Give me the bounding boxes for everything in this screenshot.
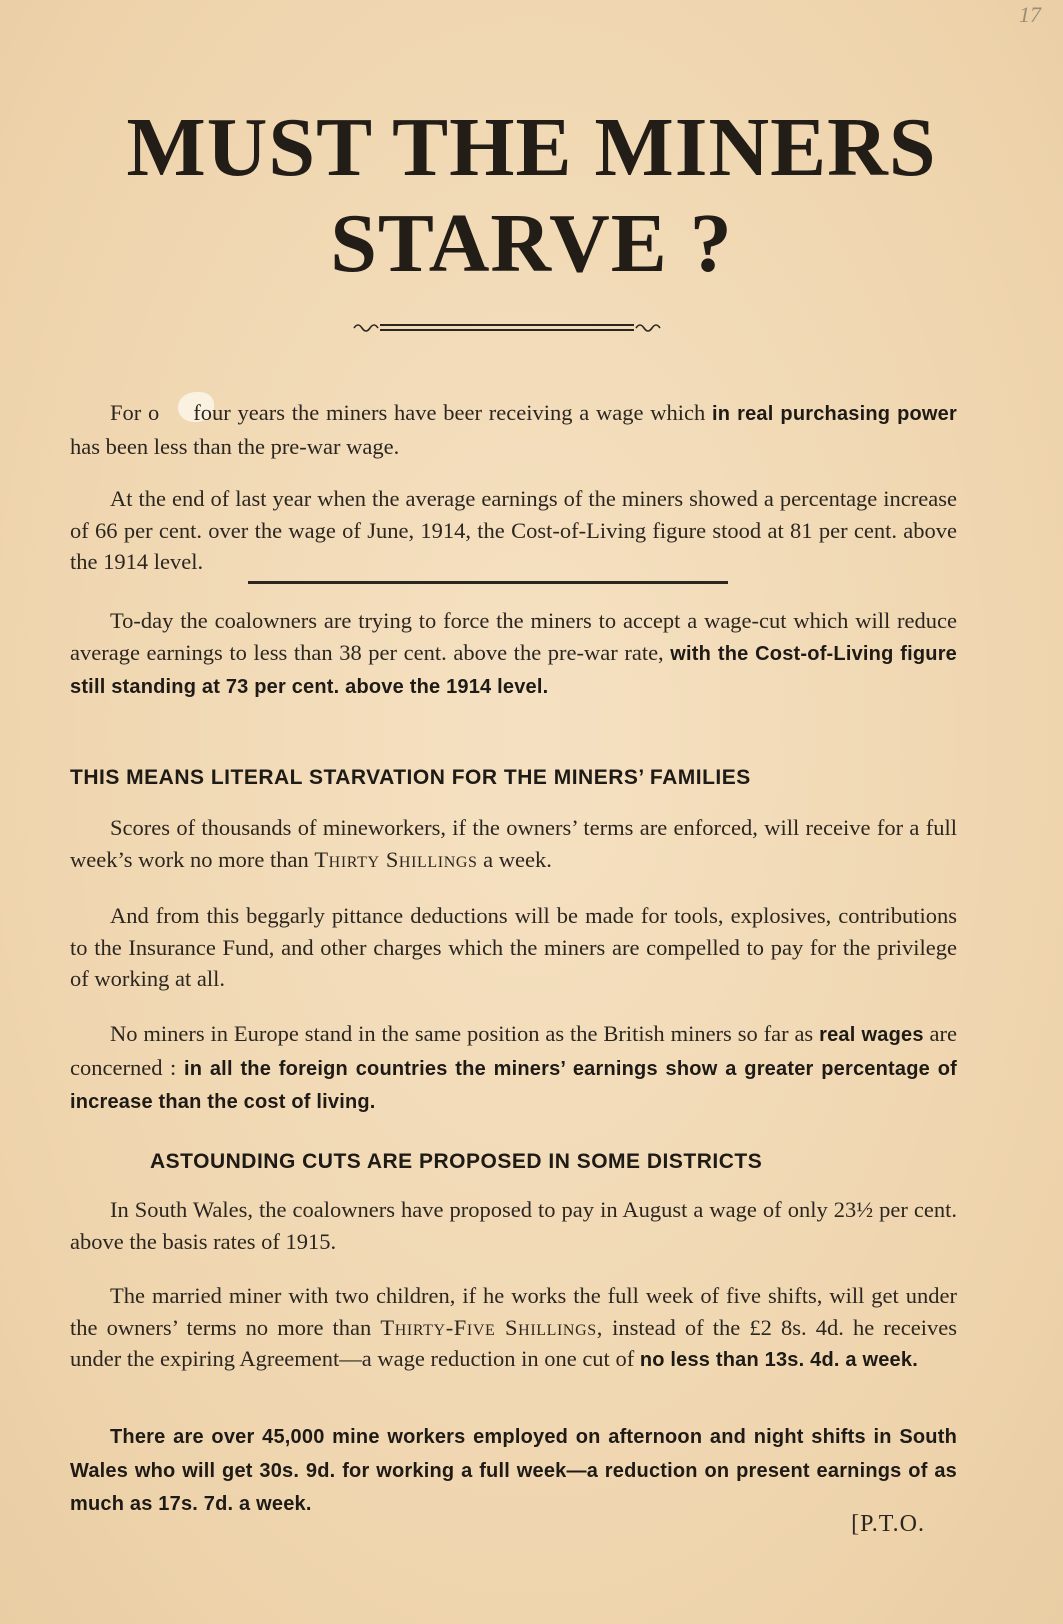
p1-text-b: four years the miners have beer receiving a wage which xyxy=(193,400,706,425)
p4-text-c: a week. xyxy=(483,846,552,872)
p4-text-a: Scores of thousands of mineworkers, if the owners’ terms are enforced, will receive for a full week’s work no more than xyxy=(70,815,957,872)
paragraph-7 xyxy=(70,1194,957,1257)
paragraph-6 xyxy=(70,1018,957,1119)
p1-text-a: For o xyxy=(110,400,160,425)
p1-text-d: has been less than the pre-war wage. xyxy=(70,433,400,459)
p1-emphasis: in real purchasing power xyxy=(712,403,957,425)
corner-pencil-mark: 17 xyxy=(1019,2,1041,27)
paragraph-2 xyxy=(70,483,957,578)
paragraph-1 xyxy=(70,397,957,462)
title-line-2: STARVE ? xyxy=(330,197,733,290)
paragraph-8 xyxy=(70,1280,957,1377)
p6-text-a: No miners in Europe stand in the same position as the British miners so far as xyxy=(110,1021,814,1046)
p8-emphasis: no less than 13s. 4d. a week. xyxy=(639,1349,918,1371)
paragraph-5 xyxy=(70,900,957,995)
p9-emphasis: There are over 45,000 mine workers employed on afternoon and night shifts in South Wales who will get 30s. 9d. for working a full week—a reduction on present earnings of as much as 17s. 7d. a week. xyxy=(70,1426,957,1515)
paragraph-4 xyxy=(70,812,957,875)
ornamental-divider xyxy=(352,318,662,338)
p3-text-a: To-day the coalowners are trying to force the miners to accept a wage-cut which will reduce average earnings to less than 38 per cent. above the pre-war rate, xyxy=(70,608,957,665)
paragraph-9 xyxy=(70,1420,957,1521)
p8-small-caps: Thirty-Five Shillings, xyxy=(380,1314,603,1340)
p8-text-c: instead of the £2 8s. 4d. he receives under the expiring Agreement—a wage reduction in one cut of xyxy=(70,1314,957,1371)
section-heading-1: THIS MEANS LITERAL STARVATION FOR THE MINERS’ FAMILIES xyxy=(70,766,751,789)
underline-rule xyxy=(248,581,728,584)
p6-emphasis-2: in all the foreign countries the miners’ earnings show a greater percentage of increase than the cost of living. xyxy=(70,1057,957,1113)
p8-text-a: The married miner with two children, if he works the full week of five shifts, will get under the owners’ terms no more than xyxy=(70,1283,957,1340)
p4-small-caps: Thirty Shillings xyxy=(314,846,478,872)
page-title xyxy=(60,100,1003,292)
p6-emphasis-1: real wages xyxy=(819,1024,924,1046)
p5-text: And from this beggarly pittance deductions will be made for tools, explosives, contributions to the Insurance Fund, and other charges which the miners are compelled to pay for the privilege of working at all. xyxy=(70,903,957,991)
paragraph-3 xyxy=(70,605,957,704)
section-heading-2: ASTOUNDING CUTS ARE PROPOSED IN SOME DISTRICTS xyxy=(150,1150,763,1173)
p7-text: In South Wales, the coalowners have proposed to pay in August a wage of only 23½ per cent. above the basis rates of 1915. xyxy=(70,1197,957,1254)
please-turn-over: [P.T.O. xyxy=(851,1511,925,1537)
p6-text-c: are concerned : xyxy=(70,1021,958,1080)
p3-emphasis: with the Cost-of-Living figure still standing at 73 per cent. above the 1914 level. xyxy=(70,642,957,698)
p2-text: At the end of last year when the average earnings of the miners showed a percentage increase of 66 per cent. over the wage of June, 1914, the Cost-of-Living figure stood at 81 per cent. above the 1914 level. xyxy=(70,486,957,574)
title-line-1: MUST THE MINERS xyxy=(126,101,937,194)
